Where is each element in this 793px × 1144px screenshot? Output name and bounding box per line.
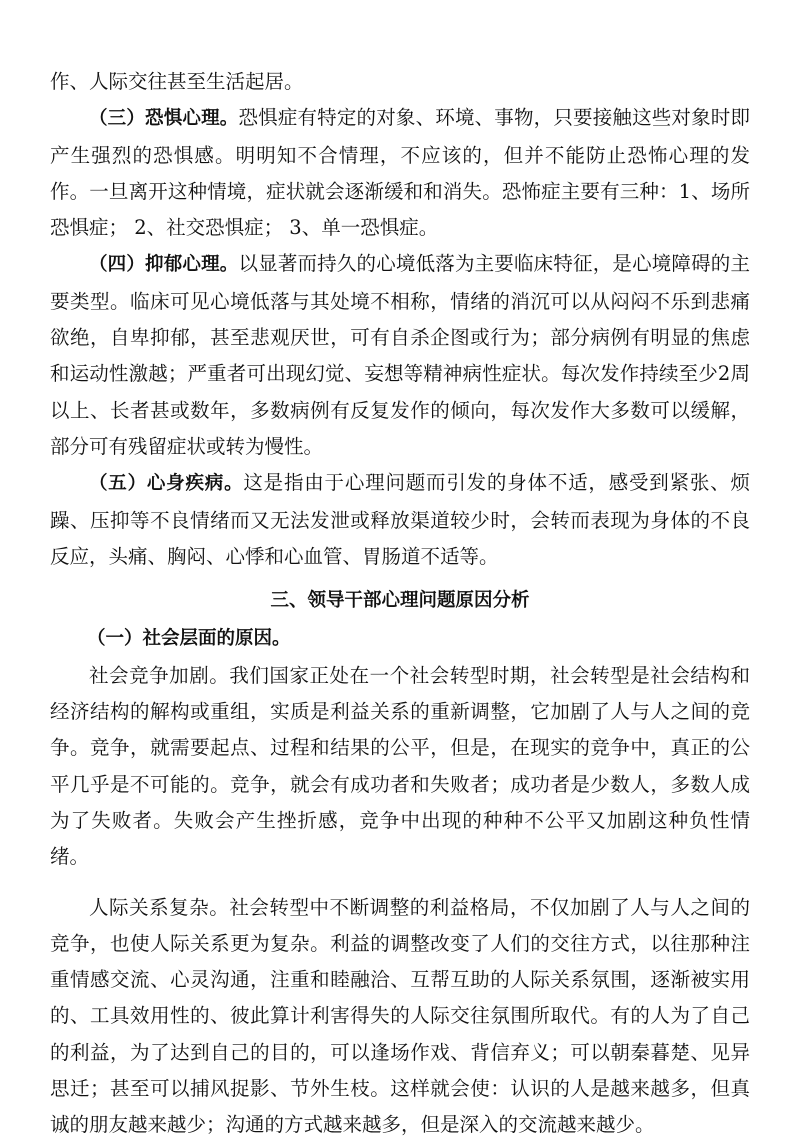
paragraph-phobia-body: 恐惧症有特定的对象、环境、事物，只要接触这些对象时即产生强烈的恐惧感。明明知不合情理，不应该的，但并不能防止恐怖心理的发作。一旦离开这种情境，症状就会逐渐缓和和消失。恐怖症主要有三种：1、场所恐惧症； 2、社交恐惧症； 3、单一恐惧症。 bbox=[50, 106, 750, 240]
paragraph-social-competition: 社会竞争加剧。我们国家正处在一个社会转型时期，社会转型是社会结构和经济结构的解构或重组，实质是利益关系的重新调整，它加剧了人与人之间的竞争。竞争，就需要起点、过程和结果的公平，但是，在现实的竞争中，真正的公平几乎是不可能的。竞争，就会有成功者和失败者；成功者是少数人，多数人成为了失败者。失败会产生挫折感，竞争中出现的种种不公平又加剧这种负性情绪。 bbox=[50, 663, 750, 869]
subsection-heading: （一）社会层面的原因。 bbox=[87, 628, 291, 650]
paragraph-phobia bbox=[50, 100, 750, 246]
paragraph-psychosomatic bbox=[50, 465, 750, 575]
paragraph-psychosomatic-heading: （五）心身疾病。 bbox=[89, 473, 244, 495]
paragraph-depression bbox=[50, 246, 750, 465]
paragraph-psychosomatic-body: 这是指由于心理问题而引发的身体不适，感受到紧张、烦躁、压抑等不良情绪而又无法发泄或释放渠道较少时，会转而表现为身体的不良反应，头痛、胸闷、心悸和心血管、胃肠道不适等。 bbox=[50, 471, 750, 568]
paragraph-depression-heading: （四）抑郁心理。 bbox=[89, 254, 239, 276]
paragraph-depression-body: 以显著而持久的心境低落为主要临床特征，是心境障碍的主要类型。临床可见心境低落与其处境不相称，情绪的消沉可以从闷闷不乐到悲痛欲绝，自卑抑郁，甚至悲观厌世，可有自杀企图或行为；部分病例有明显的焦虑和运动性激越；严重者可出现幻觉、妄想等精神病性症状。每次发作持续至少2周以上、长者甚或数年，多数病例有反复发作的倾向，每次发作大多数可以缓解，部分可有残留症状或转为慢性。 bbox=[50, 252, 750, 458]
document-page bbox=[50, 64, 750, 1144]
paragraph-continuation: 作、人际交往甚至生活起居。 bbox=[50, 70, 304, 93]
paragraph-phobia-heading: （三）恐惧心理。 bbox=[89, 108, 239, 130]
paragraph-interpersonal: 人际关系复杂。社会转型中不断调整的利益格局，不仅加剧了人与人之间的竞争，也使人际关系更为复杂。利益的调整改变了人们的交往方式，以往那种注重情感交流、心灵沟通，注重和睦融洽、互帮互助的人际关系氛围，逐渐被实用的、工具效用性的、彼此算计利害得失的人际交往氛围所取代。有的人为了自己的利益，为了达到自己的目的，可以逢场作戏、背信弃义；可以朝秦暮楚、见异思迁；甚至可以捕风捉影、节外生枝。这样就会使：认识的人是越来越多，但真诚的朋友越来越少；沟通的方式越来越多，但是深入的交流越来越少。 bbox=[50, 895, 750, 1137]
section-heading: 三、领导干部心理问题原因分析 bbox=[270, 590, 530, 612]
